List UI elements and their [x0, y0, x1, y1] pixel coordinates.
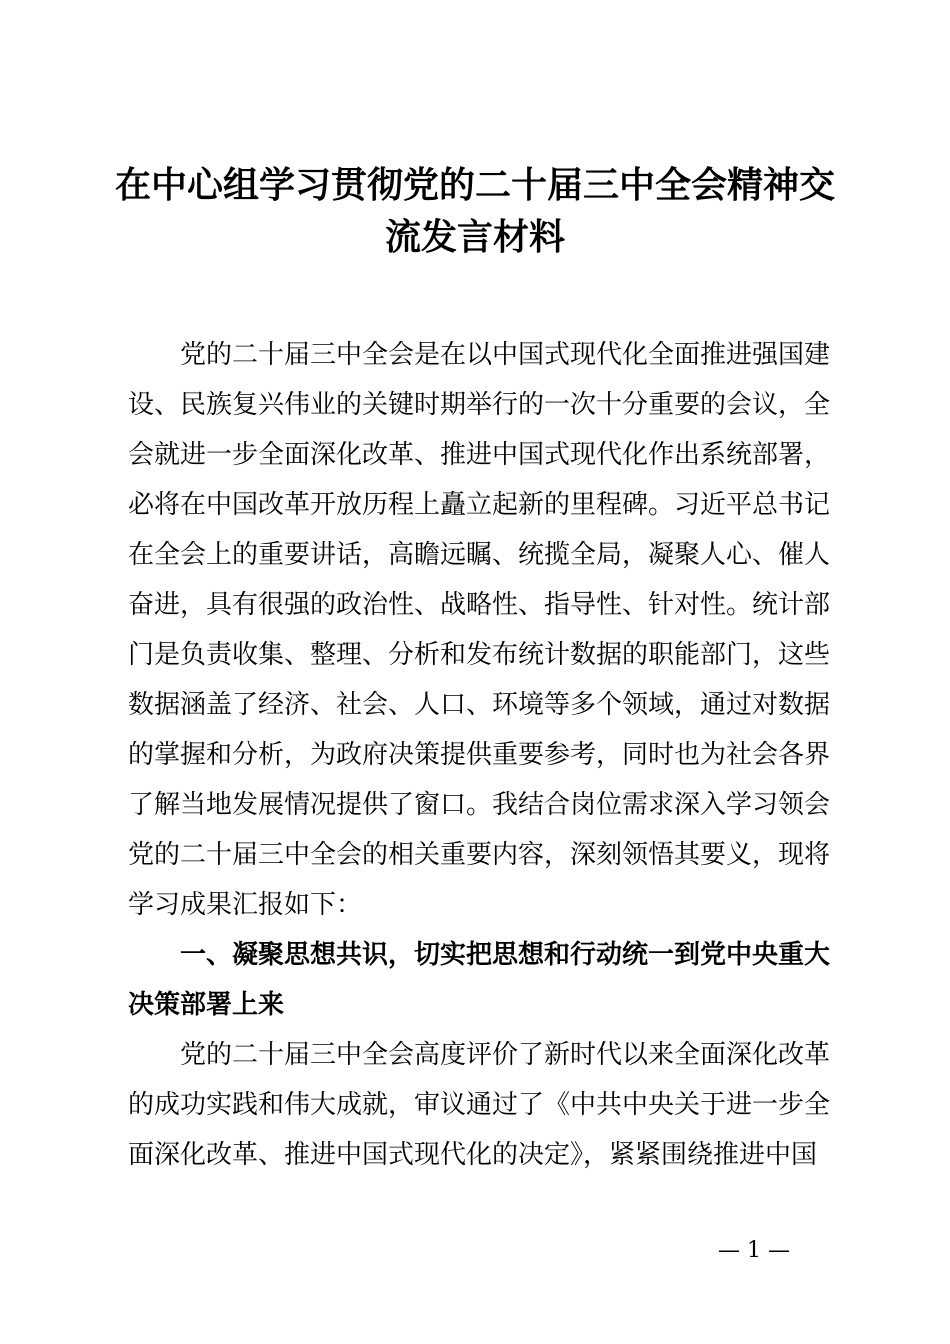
page-number: — 1 — — [718, 1238, 790, 1263]
document-body — [128, 330, 830, 1180]
title-line-2: 流发言材料 — [384, 217, 565, 258]
section-1-paragraph: 党的二十届三中全会高度评价了新时代以来全面深化改革的成功实践和伟大成就，审议通过了《中共中央关于进一步全面深化改革、推进中国式现代化的决定》，紧紧围绕推进中国 — [128, 1040, 831, 1170]
title-line-1: 在中心组学习贯彻党的二十届三中全会精神交 — [114, 165, 835, 206]
section-heading-1: 一、凝聚思想共识，切实把思想和行动统一到党中央重大决策部署上来 — [128, 940, 831, 1020]
document-title — [100, 160, 850, 264]
intro-paragraph: 党的二十届三中全会是在以中国式现代化全面推进强国建设、民族复兴伟业的关键时期举行的一次十分重要的会议，全会就进一步全面深化改革、推进中国式现代化作出系统部署，必将在中国改革开放历程上矗立起新的里程碑。习近平总书记在全会上的重要讲话，高瞻远瞩、统揽全局，凝聚人心、催人奋进，具有很强的政治性、战略性、指导性、针对性。统计部门是负责收集、整理、分析和发布统计数据的职能部门，这些数据涵盖了经济、社会、人口、环境等多个领域，通过对数据的掌握和分析，为政府决策提供重要参考，同时也为社会各界了解当地发展情况提供了窗口。我结合岗位需求深入学习领会党的二十届三中全会的相关重要内容，深刻领悟其要义，现将学习成果汇报如下： — [128, 340, 831, 920]
